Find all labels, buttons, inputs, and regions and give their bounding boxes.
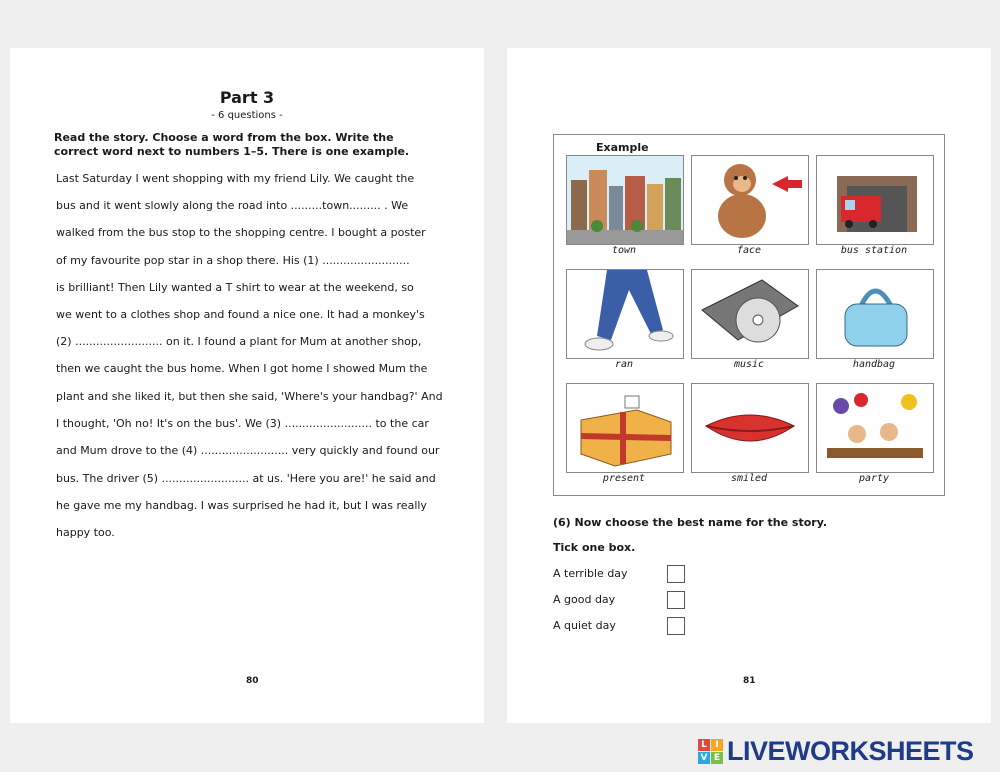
word-smiled: smiled [730, 473, 768, 484]
face-picture [691, 155, 809, 245]
checkbox-good-day[interactable] [667, 591, 685, 609]
word-ran: ran [614, 359, 634, 370]
logo-text: LIVEWORKSHEETS [727, 735, 974, 766]
tick-instruction: Tick one box. [553, 541, 636, 554]
logo-letter: E [711, 752, 723, 764]
present-picture [566, 383, 684, 473]
left-page [10, 48, 484, 723]
story-line: (2) ......................... on it. I found a plant for Mum at another shop, [56, 335, 422, 348]
page-title: Part 3 [219, 88, 275, 107]
page-number: 81 [743, 676, 756, 686]
smiled-picture [691, 383, 809, 473]
story-line: bus. The driver (5) ......................... at us. 'Here you are!' he said and [56, 472, 436, 485]
story-line: plant and she liked it, but then she said, 'Where's your handbag?' And [56, 390, 443, 403]
word-music: music [733, 359, 765, 370]
option-label: A terrible day [553, 567, 628, 580]
story-line: and Mum drove to the (4) ......................... very quickly and found our [56, 444, 440, 457]
story-line: he gave me my handbag. I was surprised he had it, but I was really [56, 499, 427, 512]
word-present: present [602, 473, 646, 484]
option-label: A good day [553, 593, 616, 606]
checkbox-terrible-day[interactable] [667, 565, 685, 583]
example-label: Example [596, 141, 649, 154]
ran-picture [566, 269, 684, 359]
instructions: Read the story. Choose a word from the box. Write the correct word next to numbers 1–5. There is one example. [54, 131, 410, 158]
story-line: bus and it went slowly along the road into .........town......... . We [56, 199, 409, 212]
story-line: walked from the bus stop to the shopping centre. I bought a poster [56, 226, 426, 239]
story-line: happy too. [56, 526, 115, 539]
checkbox-quiet-day[interactable] [667, 617, 685, 635]
story-line: is brilliant! Then Lily wanted a T shirt to wear at the weekend, so [56, 281, 414, 294]
logo-letter: V [698, 752, 710, 764]
handbag-picture [816, 269, 934, 359]
page-subtitle: - 6 questions - [211, 110, 283, 121]
story-line: of my favourite pop star in a shop there. His (1) ......................... [56, 254, 410, 267]
logo-blocks-icon [698, 739, 723, 764]
word-town: town [611, 245, 637, 256]
bus-station-picture [816, 155, 934, 245]
story-line: then we caught the bus home. When I got home I showed Mum the [56, 362, 428, 375]
story-line: we went to a clothes shop and found a nice one. It had a monkey's [56, 308, 425, 321]
logo-letter: L [698, 739, 710, 751]
question-6: (6) Now choose the best name for the story. [553, 516, 828, 529]
story-line: I thought, 'Oh no! It's on the bus'. We (3) ......................... to the car [56, 417, 429, 430]
word-handbag: handbag [852, 359, 896, 370]
right-page [507, 48, 991, 723]
word-face: face [736, 245, 762, 256]
town-picture [566, 155, 684, 245]
word-picture-box [553, 134, 945, 496]
logo-letter: I [711, 739, 723, 751]
option-label: A quiet day [553, 619, 616, 632]
word-party: party [858, 473, 890, 484]
story-line: Last Saturday I went shopping with my friend Lily. We caught the [56, 172, 415, 185]
music-picture [691, 269, 809, 359]
page-number: 80 [246, 676, 259, 686]
word-bus-station: bus station [840, 245, 908, 256]
party-picture [816, 383, 934, 473]
liveworksheets-logo [698, 736, 974, 766]
